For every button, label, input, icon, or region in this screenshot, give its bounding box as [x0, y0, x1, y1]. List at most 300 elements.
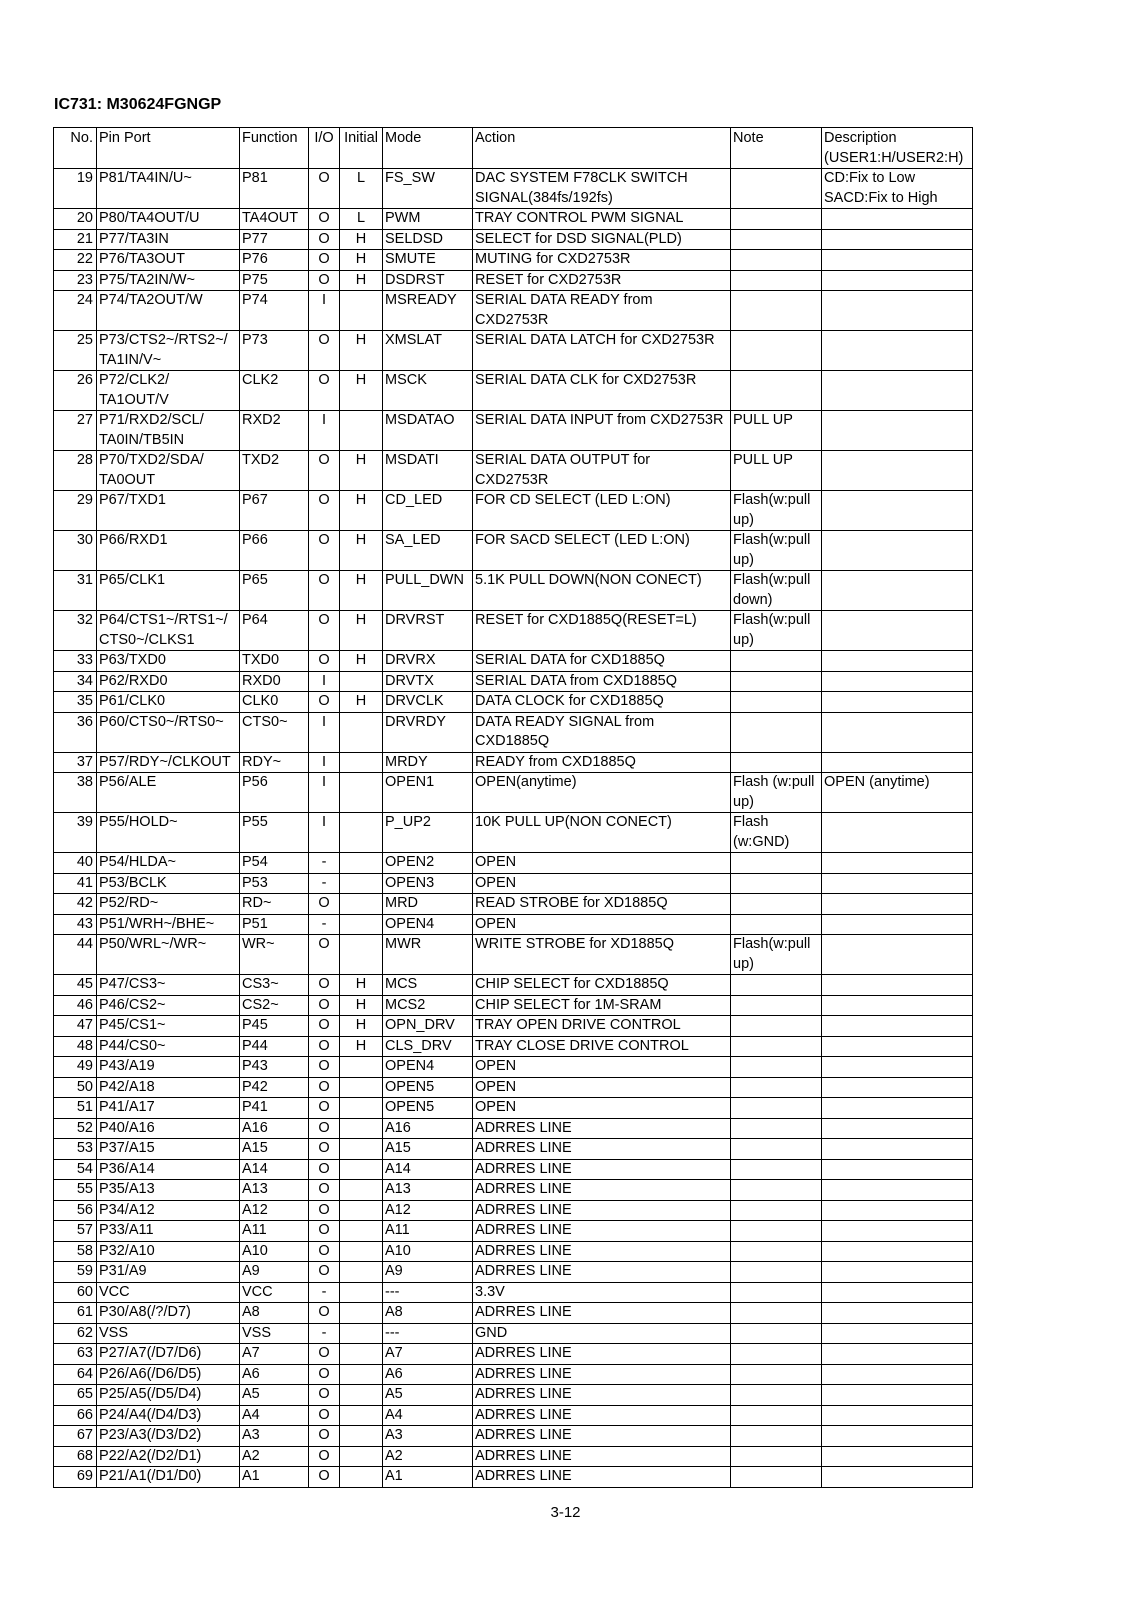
cell-pin-port: P54/HLDA~ — [97, 853, 240, 874]
cell-description — [822, 995, 973, 1016]
cell-initial: H — [340, 1016, 383, 1037]
cell-initial — [340, 1303, 383, 1324]
cell-description — [822, 975, 973, 996]
cell-description — [822, 914, 973, 935]
cell-action: ADRRES LINE — [473, 1364, 731, 1385]
cell-action: TRAY CLOSE DRIVE CONTROL — [473, 1036, 731, 1057]
cell-io: O — [309, 692, 340, 713]
cell-no: 58 — [54, 1241, 97, 1262]
cell-pin-port: P53/BCLK — [97, 873, 240, 894]
cell-pin-port: P64/CTS1~/RTS1~/ CTS0~/CLKS1 — [97, 611, 240, 651]
cell-no: 35 — [54, 692, 97, 713]
cell-no: 31 — [54, 571, 97, 611]
cell-description — [822, 1139, 973, 1160]
cell-mode: MCS — [383, 975, 473, 996]
table-row — [54, 491, 973, 531]
cell-action: ADRRES LINE — [473, 1385, 731, 1406]
cell-mode: MRD — [383, 894, 473, 915]
cell-function: P56 — [240, 773, 309, 813]
cell-note: Flash(w:pull down) — [731, 571, 822, 611]
cell-initial — [340, 1385, 383, 1406]
cell-note — [731, 1385, 822, 1406]
table-row — [54, 1385, 973, 1406]
cell-no: 63 — [54, 1344, 97, 1365]
cell-note — [731, 651, 822, 672]
cell-pin-port: P73/CTS2~/RTS2~/ TA1IN/V~ — [97, 331, 240, 371]
cell-initial — [340, 1139, 383, 1160]
cell-pin-port: P55/HOLD~ — [97, 813, 240, 853]
cell-mode: A7 — [383, 1344, 473, 1365]
cell-initial: H — [340, 611, 383, 651]
cell-io: O — [309, 1262, 340, 1283]
cell-mode: DRVCLK — [383, 692, 473, 713]
cell-mode: FS_SW — [383, 169, 473, 209]
cell-mode: P_UP2 — [383, 813, 473, 853]
cell-pin-port: P77/TA3IN — [97, 229, 240, 250]
table-row — [54, 331, 973, 371]
cell-description — [822, 1221, 973, 1242]
table-row — [54, 1057, 973, 1078]
cell-mode: DRVRX — [383, 651, 473, 672]
cell-mode: OPEN4 — [383, 1057, 473, 1078]
cell-no: 27 — [54, 411, 97, 451]
cell-note — [731, 229, 822, 250]
cell-note — [731, 209, 822, 230]
cell-action: OPEN — [473, 1077, 731, 1098]
cell-no: 69 — [54, 1467, 97, 1488]
document-title: IC731: M30624FGNGP — [54, 96, 222, 113]
cell-no: 36 — [54, 712, 97, 752]
cell-io: - — [309, 853, 340, 874]
table-row — [54, 1262, 973, 1283]
cell-description — [822, 873, 973, 894]
cell-description — [822, 270, 973, 291]
cell-initial — [340, 752, 383, 773]
table-row — [54, 773, 973, 813]
cell-action: SERIAL DATA for CXD1885Q — [473, 651, 731, 672]
cell-no: 67 — [54, 1426, 97, 1447]
cell-pin-port: P31/A9 — [97, 1262, 240, 1283]
cell-pin-port: P22/A2(/D2/D1) — [97, 1446, 240, 1467]
cell-initial — [340, 1364, 383, 1385]
cell-note — [731, 1282, 822, 1303]
table-row — [54, 611, 973, 651]
table-header-row — [54, 128, 973, 169]
cell-pin-port: P75/TA2IN/W~ — [97, 270, 240, 291]
cell-description — [822, 1098, 973, 1119]
cell-description — [822, 1405, 973, 1426]
table-row — [54, 752, 973, 773]
cell-initial — [340, 1262, 383, 1283]
cell-pin-port: P71/RXD2/SCL/ TA0IN/TB5IN — [97, 411, 240, 451]
table-row — [54, 291, 973, 331]
cell-pin-port: P45/CS1~ — [97, 1016, 240, 1037]
cell-initial — [340, 1282, 383, 1303]
cell-action: DAC SYSTEM F78CLK SWITCH SIGNAL(384fs/192fs) — [473, 169, 731, 209]
table-row — [54, 1364, 973, 1385]
cell-initial — [340, 1467, 383, 1488]
cell-pin-port: P56/ALE — [97, 773, 240, 813]
cell-no: 62 — [54, 1323, 97, 1344]
cell-description — [822, 1385, 973, 1406]
cell-no: 33 — [54, 651, 97, 672]
cell-no: 38 — [54, 773, 97, 813]
cell-action: 3.3V — [473, 1282, 731, 1303]
cell-pin-port: P27/A7(/D7/D6) — [97, 1344, 240, 1365]
cell-io: O — [309, 611, 340, 651]
cell-io: O — [309, 1180, 340, 1201]
table-row — [54, 1467, 973, 1488]
cell-description — [822, 1016, 973, 1037]
cell-io: I — [309, 411, 340, 451]
cell-function: TXD2 — [240, 451, 309, 491]
cell-no: 55 — [54, 1180, 97, 1201]
table-row — [54, 853, 973, 874]
cell-action: OPEN — [473, 853, 731, 874]
cell-io: O — [309, 1344, 340, 1365]
cell-pin-port: P80/TA4OUT/U — [97, 209, 240, 230]
cell-no: 32 — [54, 611, 97, 651]
cell-function: P54 — [240, 853, 309, 874]
cell-initial: H — [340, 491, 383, 531]
cell-note — [731, 1241, 822, 1262]
cell-action: CHIP SELECT for 1M-SRAM — [473, 995, 731, 1016]
cell-no: 64 — [54, 1364, 97, 1385]
cell-function: RD~ — [240, 894, 309, 915]
pin-function-table — [53, 127, 973, 1488]
cell-note — [731, 1200, 822, 1221]
cell-action: ADRRES LINE — [473, 1426, 731, 1447]
cell-description — [822, 250, 973, 271]
cell-io: O — [309, 1139, 340, 1160]
cell-mode: XMSLAT — [383, 331, 473, 371]
cell-note — [731, 1077, 822, 1098]
cell-no: 22 — [54, 250, 97, 271]
cell-action: OPEN — [473, 873, 731, 894]
cell-action: DATA READY SIGNAL from CXD1885Q — [473, 712, 731, 752]
cell-note — [731, 1057, 822, 1078]
table-row — [54, 169, 973, 209]
cell-no: 51 — [54, 1098, 97, 1119]
cell-io: O — [309, 1303, 340, 1324]
cell-action: 5.1K PULL DOWN(NON CONECT) — [473, 571, 731, 611]
cell-mode: MSREADY — [383, 291, 473, 331]
cell-function: P42 — [240, 1077, 309, 1098]
cell-note — [731, 1159, 822, 1180]
cell-note — [731, 712, 822, 752]
cell-no: 21 — [54, 229, 97, 250]
cell-action: TRAY CONTROL PWM SIGNAL — [473, 209, 731, 230]
cell-description — [822, 331, 973, 371]
cell-mode: A4 — [383, 1405, 473, 1426]
cell-initial — [340, 411, 383, 451]
cell-description — [822, 935, 973, 975]
cell-action: SERIAL DATA CLK for CXD2753R — [473, 371, 731, 411]
cell-description — [822, 1262, 973, 1283]
table-row — [54, 571, 973, 611]
cell-function: P67 — [240, 491, 309, 531]
cell-action: RESET for CXD1885Q(RESET=L) — [473, 611, 731, 651]
table-row — [54, 1077, 973, 1098]
table-row — [54, 1446, 973, 1467]
cell-description — [822, 229, 973, 250]
cell-mode: A12 — [383, 1200, 473, 1221]
cell-io: O — [309, 1221, 340, 1242]
cell-no: 40 — [54, 853, 97, 874]
cell-initial — [340, 712, 383, 752]
cell-note: Flash (w:GND) — [731, 813, 822, 853]
cell-description — [822, 1467, 973, 1488]
cell-function: P64 — [240, 611, 309, 651]
cell-pin-port: P81/TA4IN/U~ — [97, 169, 240, 209]
cell-io: O — [309, 250, 340, 271]
header-initial: Initial — [340, 128, 383, 169]
cell-description — [822, 209, 973, 230]
table-row — [54, 1139, 973, 1160]
cell-action: RESET for CXD2753R — [473, 270, 731, 291]
cell-mode: OPEN1 — [383, 773, 473, 813]
cell-mode: MSDATAO — [383, 411, 473, 451]
cell-action: ADRRES LINE — [473, 1303, 731, 1324]
cell-function: A11 — [240, 1221, 309, 1242]
cell-note — [731, 1118, 822, 1139]
cell-note — [731, 1262, 822, 1283]
cell-no: 28 — [54, 451, 97, 491]
cell-io: I — [309, 671, 340, 692]
cell-function: P45 — [240, 1016, 309, 1037]
cell-pin-port: P35/A13 — [97, 1180, 240, 1201]
cell-note — [731, 692, 822, 713]
cell-function: CLK2 — [240, 371, 309, 411]
cell-pin-port: P65/CLK1 — [97, 571, 240, 611]
cell-io: O — [309, 1057, 340, 1078]
cell-no: 65 — [54, 1385, 97, 1406]
cell-function: P73 — [240, 331, 309, 371]
cell-function: P51 — [240, 914, 309, 935]
cell-no: 42 — [54, 894, 97, 915]
cell-description — [822, 651, 973, 672]
cell-pin-port: P24/A4(/D4/D3) — [97, 1405, 240, 1426]
cell-io: O — [309, 1364, 340, 1385]
cell-mode: A13 — [383, 1180, 473, 1201]
cell-initial — [340, 1426, 383, 1447]
cell-note — [731, 1467, 822, 1488]
cell-pin-port: P70/TXD2/SDA/ TA0OUT — [97, 451, 240, 491]
cell-io: - — [309, 873, 340, 894]
cell-pin-port: P32/A10 — [97, 1241, 240, 1262]
cell-action: READY from CXD1885Q — [473, 752, 731, 773]
cell-note — [731, 914, 822, 935]
cell-initial — [340, 1221, 383, 1242]
cell-no: 19 — [54, 169, 97, 209]
cell-mode: DRVRDY — [383, 712, 473, 752]
cell-action: ADRRES LINE — [473, 1221, 731, 1242]
cell-function: A10 — [240, 1241, 309, 1262]
cell-note — [731, 291, 822, 331]
table-row — [54, 411, 973, 451]
cell-description — [822, 1057, 973, 1078]
cell-action: ADRRES LINE — [473, 1405, 731, 1426]
cell-note: Flash(w:pull up) — [731, 935, 822, 975]
table-row — [54, 671, 973, 692]
cell-note — [731, 1016, 822, 1037]
cell-mode: --- — [383, 1282, 473, 1303]
page-number: 3-12 — [550, 1504, 581, 1521]
cell-description — [822, 1118, 973, 1139]
cell-no: 60 — [54, 1282, 97, 1303]
cell-function: A13 — [240, 1180, 309, 1201]
cell-pin-port: P25/A5(/D5/D4) — [97, 1385, 240, 1406]
cell-function: A14 — [240, 1159, 309, 1180]
cell-initial: H — [340, 571, 383, 611]
cell-description — [822, 692, 973, 713]
cell-function: A9 — [240, 1262, 309, 1283]
cell-function: P77 — [240, 229, 309, 250]
cell-note — [731, 1303, 822, 1324]
cell-io: O — [309, 975, 340, 996]
table-row — [54, 531, 973, 571]
cell-initial — [340, 853, 383, 874]
cell-description — [822, 894, 973, 915]
cell-action: ADRRES LINE — [473, 1344, 731, 1365]
cell-description — [822, 1426, 973, 1447]
cell-mode: PULL_DWN — [383, 571, 473, 611]
table-row — [54, 270, 973, 291]
cell-action: OPEN — [473, 914, 731, 935]
cell-description — [822, 291, 973, 331]
header-pin-port: Pin Port — [97, 128, 240, 169]
cell-no: 47 — [54, 1016, 97, 1037]
cell-pin-port: P62/RXD0 — [97, 671, 240, 692]
table-row — [54, 1344, 973, 1365]
cell-mode: A8 — [383, 1303, 473, 1324]
cell-action: ADRRES LINE — [473, 1180, 731, 1201]
cell-initial: H — [340, 651, 383, 672]
cell-pin-port: P37/A15 — [97, 1139, 240, 1160]
cell-initial — [340, 1200, 383, 1221]
cell-mode: SA_LED — [383, 531, 473, 571]
cell-note: Flash(w:pull up) — [731, 531, 822, 571]
cell-action: SERIAL DATA OUTPUT for CXD2753R — [473, 451, 731, 491]
cell-function: A5 — [240, 1385, 309, 1406]
table-row — [54, 250, 973, 271]
header-mode: Mode — [383, 128, 473, 169]
cell-mode: DRVTX — [383, 671, 473, 692]
cell-mode: A3 — [383, 1426, 473, 1447]
header-function: Function — [240, 128, 309, 169]
table-row — [54, 209, 973, 230]
cell-io: O — [309, 1446, 340, 1467]
cell-function: A1 — [240, 1467, 309, 1488]
cell-io: I — [309, 813, 340, 853]
cell-mode: A6 — [383, 1364, 473, 1385]
cell-no: 25 — [54, 331, 97, 371]
cell-note — [731, 1180, 822, 1201]
table-row — [54, 451, 973, 491]
cell-function: P55 — [240, 813, 309, 853]
cell-no: 52 — [54, 1118, 97, 1139]
cell-function: P44 — [240, 1036, 309, 1057]
cell-initial: L — [340, 209, 383, 230]
cell-initial: H — [340, 331, 383, 371]
cell-no: 56 — [54, 1200, 97, 1221]
cell-io: O — [309, 1077, 340, 1098]
table-row — [54, 1159, 973, 1180]
cell-initial: H — [340, 371, 383, 411]
table-row — [54, 914, 973, 935]
cell-pin-port: P43/A19 — [97, 1057, 240, 1078]
cell-initial — [340, 1159, 383, 1180]
cell-io: O — [309, 1241, 340, 1262]
cell-mode: A15 — [383, 1139, 473, 1160]
cell-io: O — [309, 209, 340, 230]
cell-mode: A10 — [383, 1241, 473, 1262]
cell-pin-port: P63/TXD0 — [97, 651, 240, 672]
cell-function: RXD0 — [240, 671, 309, 692]
cell-action: TRAY OPEN DRIVE CONTROL — [473, 1016, 731, 1037]
cell-no: 43 — [54, 914, 97, 935]
cell-io: O — [309, 1016, 340, 1037]
cell-pin-port: P60/CTS0~/RTS0~ — [97, 712, 240, 752]
cell-description: OPEN (anytime) — [822, 773, 973, 813]
cell-no: 57 — [54, 1221, 97, 1242]
cell-pin-port: P21/A1(/D1/D0) — [97, 1467, 240, 1488]
cell-io: I — [309, 752, 340, 773]
cell-function: TXD0 — [240, 651, 309, 672]
cell-no: 24 — [54, 291, 97, 331]
cell-function: P74 — [240, 291, 309, 331]
cell-description — [822, 752, 973, 773]
cell-action: GND — [473, 1323, 731, 1344]
cell-pin-port: P44/CS0~ — [97, 1036, 240, 1057]
cell-io: O — [309, 894, 340, 915]
cell-mode: A2 — [383, 1446, 473, 1467]
cell-initial: H — [340, 975, 383, 996]
cell-action: ADRRES LINE — [473, 1159, 731, 1180]
cell-no: 26 — [54, 371, 97, 411]
cell-mode: OPEN5 — [383, 1077, 473, 1098]
table-row — [54, 1426, 973, 1447]
cell-function: TA4OUT — [240, 209, 309, 230]
cell-no: 61 — [54, 1303, 97, 1324]
cell-io: O — [309, 1467, 340, 1488]
cell-action: READ STROBE for XD1885Q — [473, 894, 731, 915]
cell-function: VSS — [240, 1323, 309, 1344]
cell-initial — [340, 1446, 383, 1467]
table-row — [54, 229, 973, 250]
cell-no: 23 — [54, 270, 97, 291]
cell-note — [731, 671, 822, 692]
cell-initial — [340, 1323, 383, 1344]
cell-function: CTS0~ — [240, 712, 309, 752]
cell-function: A7 — [240, 1344, 309, 1365]
cell-action: WRITE STROBE for XD1885Q — [473, 935, 731, 975]
cell-description — [822, 712, 973, 752]
header-io: I/O — [309, 128, 340, 169]
cell-description — [822, 1241, 973, 1262]
cell-description: CD:Fix to Low SACD:Fix to High — [822, 169, 973, 209]
cell-function: P53 — [240, 873, 309, 894]
cell-io: O — [309, 651, 340, 672]
cell-pin-port: P46/CS2~ — [97, 995, 240, 1016]
cell-no: 20 — [54, 209, 97, 230]
cell-note — [731, 169, 822, 209]
cell-mode: A14 — [383, 1159, 473, 1180]
cell-io: O — [309, 169, 340, 209]
table-row — [54, 692, 973, 713]
cell-pin-port: P23/A3(/D3/D2) — [97, 1426, 240, 1447]
cell-function: P81 — [240, 169, 309, 209]
